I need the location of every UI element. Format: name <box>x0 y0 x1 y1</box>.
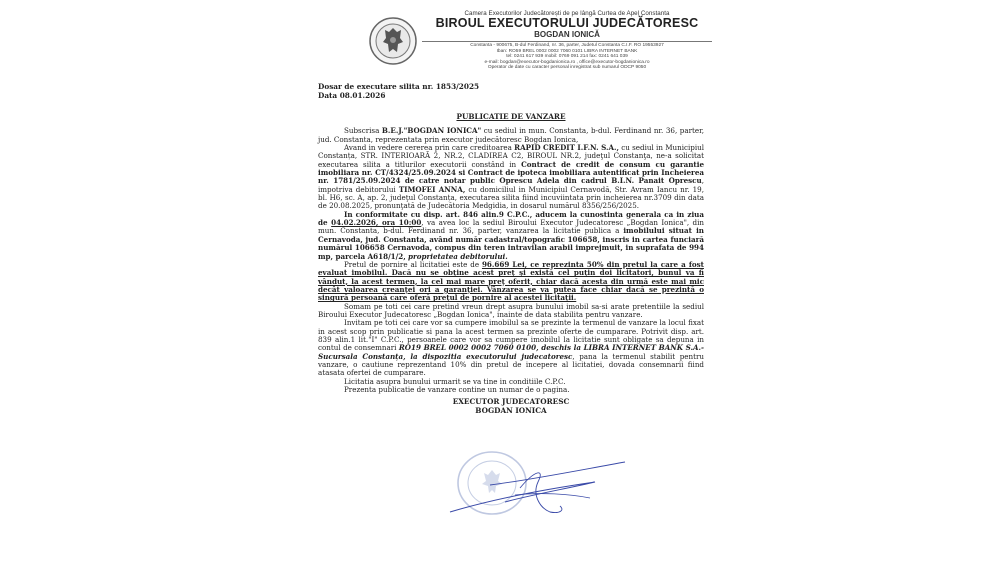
paragraph-auction-notice <box>318 211 704 261</box>
property-description: imobilului situat in Cernavoda, jud. Constanta, având număr cadastral/topografic 106658, inscris in cartea funciară numărul 106658 Cernavoda, compus din teren intravilan arabil imprejmuit, in suprafata de 994 mp, parcela A618/1/2, <box>318 226 704 261</box>
paragraph-summons: Somam pe toti cei care pretind vreun drept asupra bunului imobil sa-si arate pretentiile la sediul Biroului Executor Judecatoresc „Bogdan Ionica", inainte de data stabilita pentru vanzare. <box>318 301 704 319</box>
closing-line: Licitatia asupra bunului urmarit se va tine in conditiile C.P.C. <box>344 376 566 386</box>
auction-datetime: 04.02.2026, ora 10:00 <box>331 218 422 228</box>
text: , va avea loc la sediul Biroului Executor Judecatoresc „Bogdan Ionica", din mun. Constanta, b-dul. Ferdinand nr. 36, parter, vanzarea la licitatie publica a <box>318 218 704 236</box>
text: Pretul de pornire al licitatiei este de <box>344 259 482 269</box>
office-name: BIROUL EXECUTORULUI JUDECĂTORESC <box>435 16 699 30</box>
contact-line: Operator de date cu caracter personal inregistrat sub numarul ODCP 9050 <box>487 65 647 71</box>
price-terms: 96.669 Lei, ce reprezinta 50% din pretul la care a fost evaluat imobilul. Dacă nu se obţine acest preţ şi există cel puţin doi licitatori, bunul va fi vândut, la acest termen, la cel mai mare preţ oferit, chiar dacă acesta din urmă este mai mic decât valoarea creanţei ori a garanţiei. Vânzarea se va putea face chiar dacă se prezintă o singură persoană care oferă preţul de pornire al acestei licitaţii. <box>318 259 704 303</box>
signatory-role: EXECUTOR JUDECATORESC <box>452 397 570 407</box>
bailiff-seal-icon <box>368 16 418 66</box>
text: cu sediul in mun. Constanta, b-dul. Ferdinand nr. 36, parter, jud. Constanta, reprezentata prin executor judecătoresc Bogdan Ionica, <box>318 126 704 144</box>
contract-ref: Contract de credit de consum cu garantie imobiliara nr. CT/4324/25.09.2024 si Contract de ipoteca imobiliara autentificat prin Incheierea nr. 1781/25.09.2024 de catre notar public Oprescu Adela din cadrul B.I.N. Panait Oprescu <box>318 159 704 186</box>
text: Invitam pe toti cei care vor sa cumpere imobilul sa se prezinte la termenul de vanzare la locul fixat in acest scop prin publicatie si pana la acest termen sa prezinte oferte de cumparare. Potrivit disp. art. 839 alin.1 lit."I" C.P.C., persoanele care vor sa cumpere imobilul la licitatie sunt obligate sa depuna in contul de consemnari <box>318 318 704 353</box>
owner-note: proprietatea debitorului. <box>407 251 508 261</box>
contact-line: e-mail: bogdan@executor-bogdanionica.ro , office@executor-bogdanionica.ro <box>484 59 650 65</box>
header-divider <box>422 41 712 42</box>
text: Avand in vedere cererea prin care creditoarea <box>344 143 515 153</box>
chamber-name: Camera Executorilor Judecătorești de pe lângă Curtea de Apel Constanta <box>464 10 670 17</box>
signature-block <box>318 397 704 415</box>
paragraph-starting-price <box>318 261 704 303</box>
text: , pana la termenul stabilit pentru vanzare, o cautiune reprezentand 10% din pretul de incepere al licitatiei, dovada consemnarii fiind atasata ofertei de cumparare. <box>318 351 704 378</box>
text: cu domiciliul in Municipiul Cernavodă, Str. Avram Iancu nr. 19, bl. H6, sc. A, ap. 2, judeţul Constanța, executarea silita fiind incuviintata prin incheierea nr.3709 din data de 20.08.2025, pronunţată de Judecătoria Medgidia, in dosarul numărul 8356/256/2025. <box>318 184 704 211</box>
signatory-name: BOGDAN IONICA <box>475 406 547 416</box>
letterhead <box>370 4 710 80</box>
document-body <box>318 82 704 415</box>
debtor-name: TIMOFEI ANNA, <box>398 184 466 194</box>
deposit-account: RO19 BREL 0002 0002 7060 0100, deschis la LIBRA INTERNET BANK S.A.-Sucursala Constanța, la dispozitia executorului judecatoresc <box>318 343 704 361</box>
paragraph-invitation <box>318 319 704 377</box>
contact-line: Constanta - 900675, B-dul Ferdinand, nr. 36, parter, Judetul Constanta C.I.F. RO 19553927 <box>470 43 664 48</box>
closing-line: Prezenta publicatie de vanzare contine un numar de o pagina. <box>344 385 570 394</box>
creditor-name: RAPID CREDIT I.F.N. S.A., <box>514 143 619 153</box>
text: In conformitate cu disp. art. 846 alin.9 C.P.C., aducem la cunostinta generala ca in ziua de <box>318 209 704 228</box>
case-number: Dosar de executare silita nr. 1853/2025 <box>318 82 480 91</box>
bailiff-name: BOGDAN IONICĂ <box>534 30 600 39</box>
handwritten-signature-icon <box>420 440 640 530</box>
document-title: PUBLICATIE DE VANZARE <box>456 112 566 121</box>
contact-line: tel: 0241 617 939 mobil: 0769 091 214 fax: 0241 641 039 <box>506 54 628 60</box>
text: Subscrisa <box>344 126 382 136</box>
text: cu sediul in Municipiul Constanța, STR. INTERIOARĂ 2, NR.2, CLADIREA C2, BIROUL NR.2, judeţul Constanţa, ne-a solicitat executarea silita a titlurilor executorii constând in <box>318 143 705 169</box>
paragraph-intro <box>318 127 704 144</box>
contact-line: Iban: RO59 BREL 0002 0002 7060 0101 LIBRA INTERNET BANK <box>496 48 638 54</box>
paragraph-request <box>318 144 704 211</box>
text: , impotriva debitorului <box>318 176 704 194</box>
document-date: Data 08.01.2026 <box>318 91 386 100</box>
bailiff-office-ref: B.E.J."BOGDAN IONICA" <box>381 126 482 136</box>
